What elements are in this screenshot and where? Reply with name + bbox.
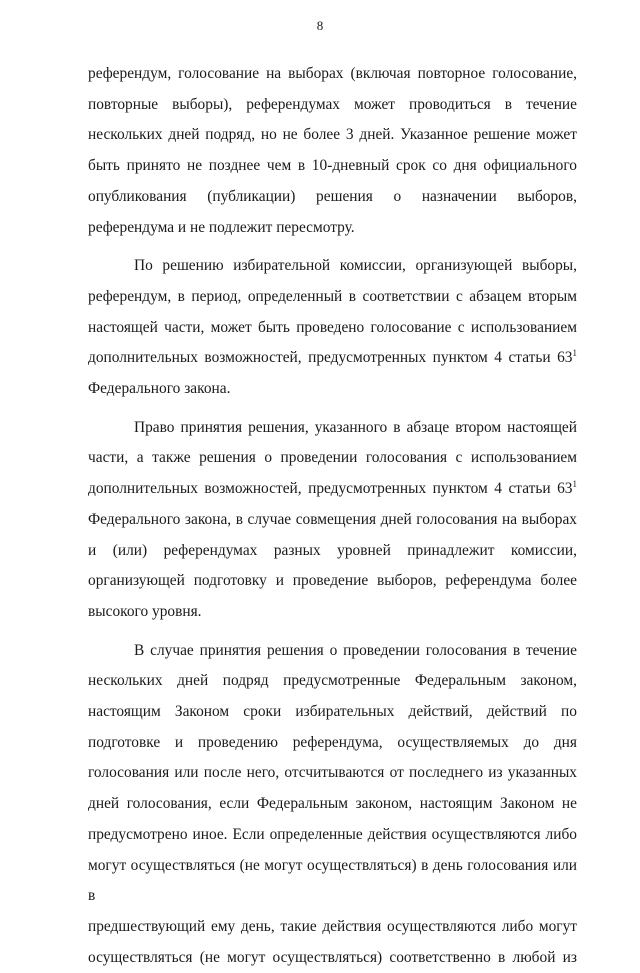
superscript: 1: [572, 479, 577, 490]
page-number: 8: [316, 18, 324, 33]
text-line: Федерального закона.: [88, 380, 231, 398]
text-line: нескольких дней подряд, но не более 3 дней. Указанное решение может: [88, 126, 577, 144]
text-line: предшествующий ему день, такие действия осуществляются либо могут: [88, 917, 577, 935]
text-line: осуществляться (не могут осуществляться) соответственно в любой из: [88, 948, 577, 966]
text-line-with-sup: [88, 343, 577, 374]
text-line: По решению избирательной комиссии, организующей выборы,: [134, 257, 577, 275]
text-line: настоящей части, может быть проведено голосование с использованием: [88, 318, 577, 336]
text-line: дополнительных возможностей, предусмотренных пунктом 4 статьи 63: [88, 349, 573, 367]
text-line: настоящим Законом сроки избирательных действий, действий по: [88, 703, 577, 721]
paragraph-4: [88, 636, 577, 973]
text-line: и (или) референдумах разных уровней принадлежит комиссии,: [88, 541, 577, 559]
text-line: подготовке и проведению референдума, осуществляемых до дня: [88, 733, 577, 751]
text-line: части, а также решения о проведении голосования с использованием: [88, 449, 577, 467]
text-line: могут осуществляться (не могут осуществляться) в день голосования или в: [88, 856, 577, 905]
paragraph-1: [88, 59, 577, 243]
text-line: голосования или после него, отсчитываются от последнего из указанных: [88, 764, 577, 782]
text-line: референдум, голосование на выборах (включая повторное голосование,: [88, 65, 577, 82]
paragraph-2: [88, 251, 577, 405]
document-body: [88, 59, 577, 973]
text-line: Федерального закона, в случае совмещения дней голосования на выборах: [88, 510, 577, 528]
text-line: организующей подготовку и проведение выборов, референдума более: [88, 572, 577, 590]
text-line: высокого уровня.: [88, 602, 202, 620]
text-line: Право принятия решения, указанного в абзаце втором настоящей: [134, 418, 577, 436]
text-line: В случае принятия решения о проведении голосования в течение: [134, 641, 577, 659]
text-line-with-sup: [88, 474, 577, 505]
text-line: нескольких дней подряд предусмотренные Федеральным законом,: [88, 672, 577, 690]
superscript: 1: [572, 348, 577, 359]
text-line: повторные выборы), референдумах может проводиться в течение: [88, 95, 577, 113]
text-line: опубликования (публикации) решения о назначении выборов,: [88, 187, 577, 205]
text-line: референдум, в период, определенный в соответствии с абзацем вторым: [88, 287, 577, 305]
text-line: дополнительных возможностей, предусмотренных пунктом 4 статьи 63: [88, 480, 573, 498]
paragraph-3: [88, 413, 577, 628]
text-line: референдума и не подлежит пересмотру.: [88, 218, 355, 236]
text-line: дней голосования, если Федеральным законом, настоящим Законом не: [88, 795, 577, 813]
text-line: предусмотрено иное. Если определенные действия осуществляются либо: [88, 825, 577, 843]
text-line: быть принято не позднее чем в 10-дневный срок со дня официального: [88, 157, 577, 175]
